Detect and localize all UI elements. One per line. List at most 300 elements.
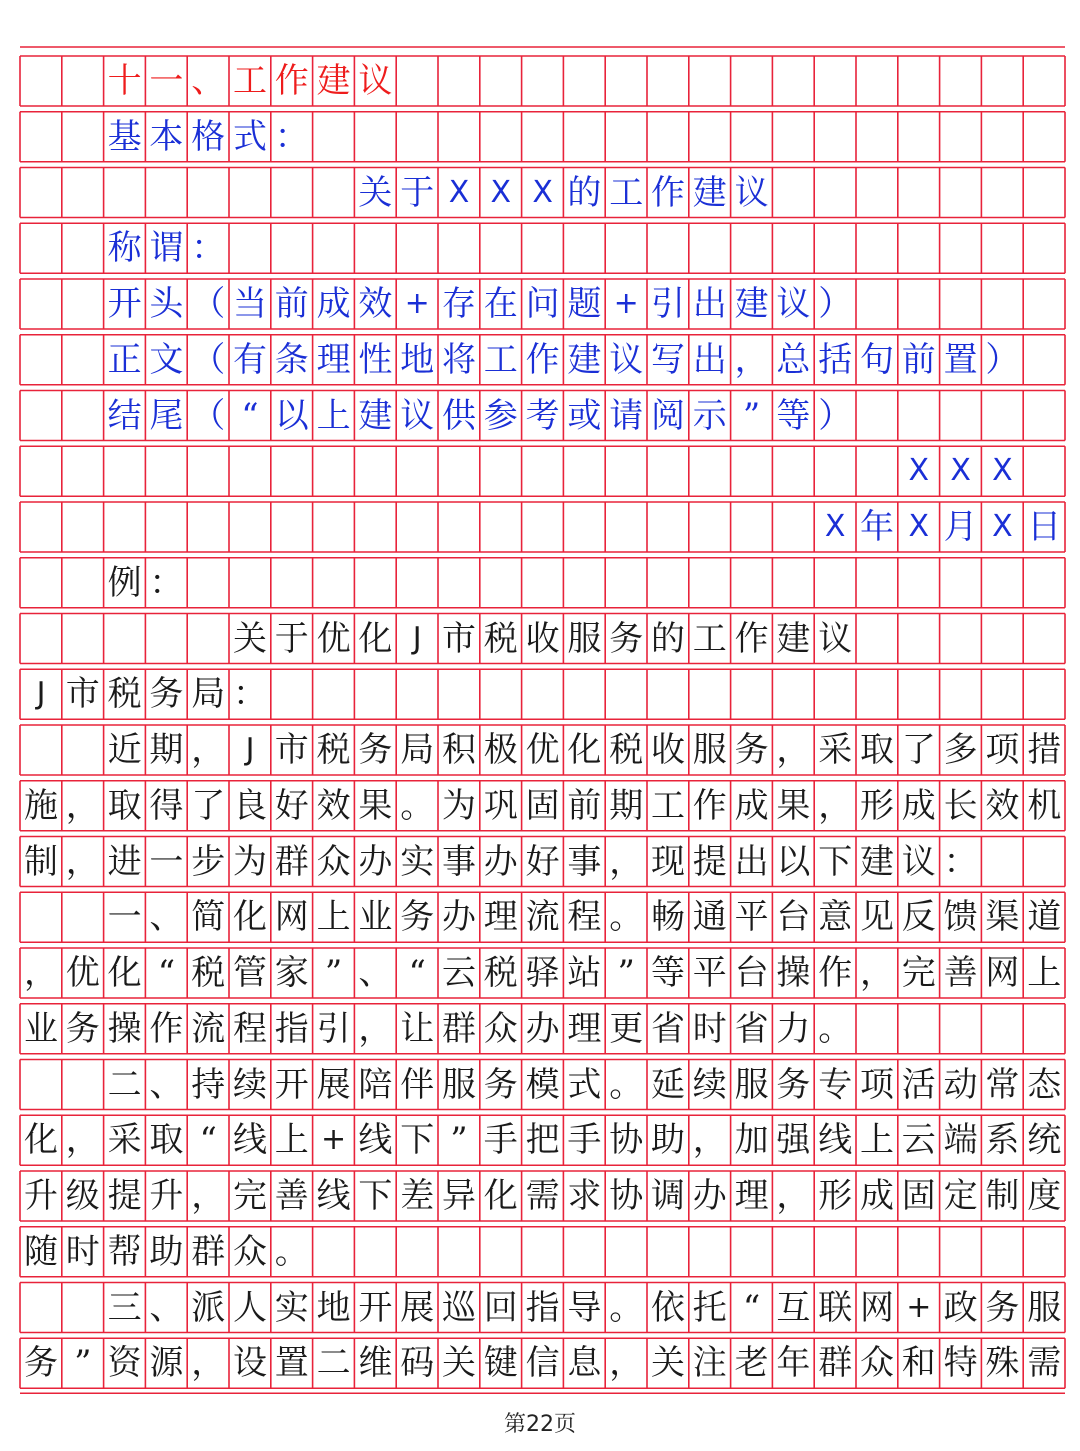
manuscript-character: 了 <box>191 785 226 826</box>
manuscript-character: 存 <box>442 284 476 324</box>
manuscript-character: 置 <box>943 339 978 380</box>
manuscript-character: 操 <box>776 953 811 993</box>
manuscript-character: 、 <box>149 1287 184 1328</box>
manuscript-character: 。 <box>818 1008 853 1049</box>
manuscript-character: 网 <box>860 1287 894 1328</box>
manuscript-character: 动 <box>943 1064 978 1105</box>
manuscript-character: 办 <box>525 1008 560 1049</box>
manuscript-character: 效 <box>316 785 351 826</box>
manuscript-character: 阅 <box>651 395 685 436</box>
manuscript-character: ， <box>191 1343 226 1384</box>
manuscript-character: 渠 <box>985 897 1020 938</box>
manuscript-character: 众 <box>233 1231 267 1272</box>
manuscript-character: ， <box>860 953 894 993</box>
manuscript-character: 下 <box>818 841 853 882</box>
manuscript-character: 进 <box>107 841 142 882</box>
manuscript-character: 以 <box>776 841 811 882</box>
manuscript-character: 取 <box>107 785 142 826</box>
manuscript-character: 市 <box>65 674 100 715</box>
manuscript-character: 作 <box>692 785 727 826</box>
manuscript-character: 日 <box>1027 507 1062 547</box>
manuscript-character: 机 <box>1027 785 1062 826</box>
manuscript-character: 馈 <box>943 897 978 938</box>
manuscript-character: 项 <box>860 1064 894 1105</box>
manuscript-character: 税 <box>483 618 518 659</box>
manuscript-character: 果 <box>776 785 811 826</box>
manuscript-character: 助 <box>149 1231 184 1272</box>
manuscript-character: X <box>992 453 1013 489</box>
manuscript-character: + <box>321 1122 347 1158</box>
manuscript-character: 线 <box>818 1120 853 1161</box>
manuscript-character: 称 <box>107 228 142 269</box>
manuscript-character: 议 <box>734 172 769 213</box>
manuscript-character: 维 <box>358 1343 393 1384</box>
manuscript-character: 供 <box>442 395 476 436</box>
manuscript-character: 省 <box>651 1008 685 1049</box>
page-number: 第22页 <box>504 1412 576 1437</box>
manuscript-character: 优 <box>65 953 100 993</box>
manuscript-character: 理 <box>734 1176 769 1216</box>
manuscript-character: ： <box>233 674 267 715</box>
manuscript-character: （ <box>191 284 226 324</box>
manuscript-character: 理 <box>567 1008 602 1049</box>
manuscript-character: 完 <box>233 1176 267 1216</box>
manuscript-character: 随 <box>24 1231 58 1272</box>
manuscript-character: 议 <box>400 395 435 436</box>
manuscript-character: 源 <box>149 1343 184 1384</box>
manuscript-character: 务 <box>609 618 644 659</box>
manuscript-character: 括 <box>818 339 853 380</box>
manuscript-character: 务 <box>734 730 769 770</box>
manuscript-character: ” <box>450 1120 468 1161</box>
manuscript-character: 措 <box>1027 730 1062 770</box>
manuscript-character: 议 <box>609 339 644 380</box>
manuscript-character: 期 <box>609 785 644 826</box>
manuscript-character: 正 <box>107 339 142 380</box>
manuscript-character: 需 <box>1027 1343 1062 1384</box>
manuscript-character: 关 <box>358 172 393 213</box>
manuscript-character: 善 <box>943 953 978 993</box>
manuscript-character: 地 <box>400 339 435 380</box>
manuscript-character: 成 <box>734 785 769 826</box>
manuscript-character: ： <box>191 228 226 269</box>
manuscript-character: 服 <box>1027 1287 1062 1328</box>
manuscript-character: 务 <box>65 1008 100 1049</box>
manuscript-character: 市 <box>442 618 476 659</box>
manuscript-character: 尾 <box>149 395 184 436</box>
manuscript-character: 引 <box>316 1008 351 1049</box>
manuscript-character: 式 <box>233 116 267 157</box>
manuscript-character: 谓 <box>149 228 184 269</box>
manuscript-character: 众 <box>860 1343 894 1384</box>
manuscript-character: 多 <box>943 730 978 770</box>
manuscript-character: 群 <box>818 1343 853 1384</box>
manuscript-character: 年 <box>776 1343 811 1384</box>
manuscript-character: 意 <box>818 897 853 938</box>
manuscript-character: 信 <box>525 1343 560 1384</box>
manuscript-character: 务 <box>149 674 184 715</box>
manuscript-character: 市 <box>274 730 309 770</box>
manuscript-character: X <box>908 509 930 544</box>
manuscript-character: 活 <box>901 1064 936 1105</box>
manuscript-character: 理 <box>316 339 351 380</box>
manuscript-character: 化 <box>233 897 267 938</box>
manuscript-character: 税 <box>191 953 226 993</box>
manuscript-character: 力 <box>776 1008 811 1049</box>
manuscript-character: ” <box>324 953 343 993</box>
manuscript-character: 或 <box>567 395 602 436</box>
manuscript-character: 采 <box>818 730 853 770</box>
manuscript-character: 步 <box>191 841 226 882</box>
manuscript-character: 帮 <box>107 1231 142 1272</box>
manuscript-character: 税 <box>609 730 644 770</box>
manuscript-character: 云 <box>901 1120 936 1161</box>
manuscript-character: 服 <box>442 1064 476 1105</box>
manuscript-character: 把 <box>525 1120 560 1161</box>
manuscript-character: 指 <box>525 1287 560 1328</box>
manuscript-character: 办 <box>358 841 393 882</box>
manuscript-character: 示 <box>692 395 727 436</box>
manuscript-character: 等 <box>651 953 685 993</box>
manuscript-character: 税 <box>483 953 518 993</box>
manuscript-character: 在 <box>483 284 518 324</box>
manuscript-character: 议 <box>818 618 853 659</box>
manuscript-character: 上 <box>316 897 351 938</box>
manuscript-character: 作 <box>734 618 769 659</box>
manuscript-character: 本 <box>149 116 184 157</box>
manuscript-character: 考 <box>525 395 560 436</box>
manuscript-character: 形 <box>860 785 894 826</box>
manuscript-character: ， <box>776 1176 811 1216</box>
manuscript-character: 务 <box>24 1343 58 1384</box>
manuscript-character: “ <box>199 1120 217 1161</box>
manuscript-character: 和 <box>901 1343 936 1384</box>
manuscript-character: 台 <box>776 897 811 938</box>
manuscript-character: ， <box>65 785 100 826</box>
manuscript-character: 局 <box>191 674 226 715</box>
manuscript-character: 端 <box>943 1120 978 1161</box>
manuscript-character: 台 <box>734 953 769 993</box>
manuscript-character: 时 <box>692 1008 727 1049</box>
manuscript-character: 好 <box>525 841 560 882</box>
manuscript-character: 老 <box>734 1343 769 1384</box>
manuscript-character: 展 <box>400 1287 435 1328</box>
manuscript-character: 众 <box>316 841 351 882</box>
manuscript-character: 助 <box>651 1120 685 1161</box>
manuscript-character: 办 <box>442 897 476 938</box>
manuscript-character: 派 <box>191 1287 226 1328</box>
manuscript-character: 人 <box>233 1287 267 1328</box>
manuscript-character: 完 <box>901 953 936 993</box>
manuscript-character: 基 <box>107 116 142 157</box>
manuscript-character: 。 <box>609 897 644 938</box>
manuscript-character: 网 <box>274 897 309 938</box>
manuscript-character: 务 <box>776 1064 811 1105</box>
manuscript-character: 期 <box>149 730 184 770</box>
manuscript-character: 上 <box>860 1120 894 1161</box>
manuscript-character: 于 <box>274 618 309 659</box>
manuscript-character: 升 <box>149 1176 184 1216</box>
manuscript-character: 流 <box>525 897 560 938</box>
manuscript-character: 好 <box>274 785 309 826</box>
manuscript-character: 化 <box>24 1120 58 1161</box>
manuscript-character: 调 <box>651 1176 685 1216</box>
manuscript-character: 差 <box>400 1176 435 1216</box>
manuscript-character: 服 <box>692 730 727 770</box>
manuscript-character: 。 <box>274 1231 309 1272</box>
manuscript-character: 定 <box>943 1176 978 1216</box>
manuscript-character: 作 <box>651 172 685 213</box>
manuscript-character: 省 <box>734 1008 769 1049</box>
manuscript-character: 专 <box>818 1064 853 1105</box>
manuscript-character: ” <box>74 1343 92 1384</box>
manuscript-character: 互 <box>776 1287 811 1328</box>
manuscript-character: J <box>412 620 422 656</box>
manuscript-character: 线 <box>233 1120 267 1161</box>
manuscript-character: 延 <box>651 1064 685 1105</box>
manuscript-character: 理 <box>483 897 518 938</box>
manuscript-character: 资 <box>107 1343 142 1384</box>
manuscript-character: 务 <box>358 730 393 770</box>
manuscript-character: 政 <box>943 1287 978 1328</box>
manuscript-character: 异 <box>442 1176 476 1216</box>
manuscript-character: 展 <box>316 1064 351 1105</box>
manuscript-character: 开 <box>107 284 142 324</box>
manuscript-character: 手 <box>567 1120 602 1161</box>
manuscript-character: 程 <box>567 897 602 938</box>
manuscript-character: 置 <box>274 1343 309 1384</box>
manuscript-character: 群 <box>191 1231 226 1272</box>
manuscript-character: 写 <box>651 339 685 380</box>
manuscript-character: 为 <box>442 785 476 826</box>
manuscript-character: 月 <box>943 507 978 547</box>
manuscript-character: ， <box>692 1120 727 1161</box>
manuscript-character: 指 <box>274 1008 309 1049</box>
manuscript-character: ” <box>742 395 761 436</box>
manuscript-character: 时 <box>65 1231 100 1272</box>
manuscript-character: 题 <box>567 284 602 324</box>
manuscript-character: “ <box>241 395 259 436</box>
manuscript-character: 工 <box>692 618 727 659</box>
manuscript-character: 长 <box>943 785 978 826</box>
manuscript-character: “ <box>157 953 176 993</box>
manuscript-character: 性 <box>358 339 393 380</box>
manuscript-character: 、 <box>191 61 226 101</box>
manuscript-character: 前 <box>901 339 936 380</box>
manuscript-character: 反 <box>901 897 936 938</box>
manuscript-character: （ <box>191 395 226 436</box>
manuscript-character: 固 <box>901 1176 936 1216</box>
manuscript-character: 出 <box>692 339 727 380</box>
manuscript-character: X <box>532 174 553 210</box>
manuscript-character: 一 <box>107 897 142 938</box>
manuscript-character: 取 <box>149 1120 184 1161</box>
manuscript-character: 托 <box>692 1287 727 1328</box>
manuscript-character: 条 <box>274 339 309 380</box>
manuscript-character: 制 <box>24 841 58 882</box>
manuscript-character: ： <box>274 116 309 157</box>
manuscript-character: “ <box>742 1287 761 1328</box>
manuscript-character: 引 <box>651 284 685 324</box>
manuscript-character: ， <box>358 1008 393 1049</box>
manuscript-character: 税 <box>316 730 351 770</box>
manuscript-character: 收 <box>651 730 685 770</box>
manuscript-character: 、 <box>358 953 393 993</box>
manuscript-character: X <box>950 453 971 489</box>
manuscript-character: 一 <box>149 61 184 101</box>
manuscript-character: 手 <box>483 1120 518 1161</box>
manuscript-character: 成 <box>860 1176 894 1216</box>
manuscript-character: 总 <box>776 339 811 380</box>
manuscript-character: ） <box>818 284 853 324</box>
manuscript-character: 等 <box>776 395 811 436</box>
manuscript-character: 系 <box>985 1120 1020 1161</box>
manuscript-character: 上 <box>316 395 351 436</box>
manuscript-character: 极 <box>483 730 518 770</box>
manuscript-character: 提 <box>107 1176 142 1216</box>
manuscript-character: 开 <box>274 1064 309 1105</box>
manuscript-character: 工 <box>651 785 685 826</box>
manuscript-character: ） <box>818 395 853 436</box>
manuscript-character: 二 <box>107 1064 142 1105</box>
manuscript-character: 程 <box>233 1008 267 1049</box>
manuscript-character: 问 <box>525 284 560 324</box>
manuscript-character: 将 <box>442 339 476 380</box>
manuscript-character: 关 <box>233 618 267 659</box>
manuscript-character: 服 <box>567 618 602 659</box>
manuscript-character: ， <box>191 1176 226 1216</box>
manuscript-character: 关 <box>442 1343 476 1384</box>
manuscript-character: 平 <box>734 897 769 938</box>
manuscript-character: 果 <box>358 785 393 826</box>
manuscript-character: 成 <box>316 284 351 324</box>
manuscript-character: 务 <box>400 897 435 938</box>
manuscript-character: ， <box>609 1343 644 1384</box>
manuscript-character: 操 <box>107 1008 142 1049</box>
manuscript-character: 了 <box>901 730 936 770</box>
manuscript-character: 持 <box>191 1064 226 1105</box>
manuscript-character: 注 <box>692 1343 727 1384</box>
manuscript-character: 升 <box>24 1176 58 1216</box>
manuscript-character: 建 <box>316 61 351 101</box>
manuscript-character: 工 <box>233 61 267 101</box>
manuscript-character: 平 <box>692 953 727 993</box>
manuscript-character: 形 <box>818 1176 853 1216</box>
manuscript-character: ， <box>734 339 769 380</box>
manuscript-character: 流 <box>191 1008 226 1049</box>
manuscript-character: 导 <box>567 1287 602 1328</box>
manuscript-character: 建 <box>567 339 602 380</box>
manuscript-character: 依 <box>651 1287 685 1328</box>
manuscript-character: 议 <box>358 61 393 101</box>
manuscript-character: + <box>613 286 639 321</box>
manuscript-character: 出 <box>734 841 769 882</box>
manuscript-character: 级 <box>65 1176 100 1216</box>
manuscript-character: 建 <box>692 172 727 213</box>
manuscript-character: 结 <box>107 395 142 436</box>
manuscript-character: 家 <box>274 953 309 993</box>
manuscript-character: 务 <box>985 1287 1020 1328</box>
manuscript-character: 取 <box>860 730 894 770</box>
manuscript-character: 键 <box>483 1343 518 1384</box>
manuscript-character: 息 <box>567 1343 602 1384</box>
manuscript-character: 为 <box>233 841 267 882</box>
manuscript-character: 云 <box>442 953 476 993</box>
manuscript-character: 事 <box>442 841 476 882</box>
manuscript-character: （ <box>191 339 226 380</box>
manuscript-character: 设 <box>233 1343 267 1384</box>
manuscript-character: 积 <box>442 730 476 770</box>
manuscript-character: 善 <box>274 1176 309 1216</box>
manuscript-character: 得 <box>149 785 184 826</box>
manuscript-character: 工 <box>609 172 644 213</box>
manuscript-character: 。 <box>609 1064 644 1105</box>
manuscript-character: 二 <box>316 1343 351 1384</box>
manuscript-character: 巩 <box>483 785 518 826</box>
manuscript-character: 以 <box>274 395 309 436</box>
manuscript-character: 求 <box>567 1176 602 1216</box>
manuscript-character: ， <box>191 730 226 770</box>
manuscript-character: 作 <box>818 953 853 993</box>
manuscript-character: 文 <box>149 339 184 380</box>
manuscript-character: 地 <box>316 1287 351 1328</box>
manuscript-character: ： <box>149 562 184 603</box>
manuscript-character: 度 <box>1027 1176 1062 1216</box>
manuscript-character: 化 <box>358 618 393 659</box>
manuscript-character: 下 <box>400 1120 435 1161</box>
manuscript-character: 见 <box>860 897 894 938</box>
manuscript-character: ， <box>776 730 811 770</box>
manuscript-character: 提 <box>692 841 727 882</box>
manuscript-character: ， <box>65 1120 100 1161</box>
manuscript-character: 句 <box>860 339 894 380</box>
manuscript-character: J <box>245 732 255 767</box>
manuscript-character: 开 <box>358 1287 393 1328</box>
manuscript-character: 常 <box>985 1064 1020 1105</box>
manuscript-character: 殊 <box>985 1343 1020 1384</box>
manuscript-character: 优 <box>525 730 560 770</box>
manuscript-character: 年 <box>860 507 894 547</box>
manuscript-character: 特 <box>943 1343 978 1384</box>
manuscript-character: 上 <box>274 1120 309 1161</box>
manuscript-character: 式 <box>567 1064 602 1105</box>
manuscript-character: 网 <box>985 953 1020 993</box>
manuscript-character: 。 <box>609 1287 644 1328</box>
manuscript-character: 固 <box>525 785 560 826</box>
manuscript-character: 办 <box>483 841 518 882</box>
manuscript-character: 关 <box>651 1343 685 1384</box>
manuscript-character: 当 <box>233 284 267 324</box>
manuscript-character: 服 <box>734 1064 769 1105</box>
manuscript-character: 三 <box>107 1287 142 1328</box>
manuscript-character: 化 <box>567 730 602 770</box>
manuscript-character: 统 <box>1027 1120 1062 1161</box>
manuscript-character: 作 <box>149 1008 184 1049</box>
manuscript-character: 加 <box>734 1120 769 1161</box>
manuscript-character: 请 <box>609 395 644 436</box>
manuscript-character: 化 <box>107 953 142 993</box>
manuscript-character: 办 <box>692 1176 727 1216</box>
manuscript-character: 收 <box>525 618 560 659</box>
manuscript-character: 、 <box>149 897 184 938</box>
manuscript-character: 协 <box>609 1120 644 1161</box>
manuscript-character: 回 <box>483 1287 518 1328</box>
manuscript-character: 效 <box>358 284 393 324</box>
manuscript-character: + <box>906 1289 932 1325</box>
manuscript-character: 通 <box>692 897 727 938</box>
manuscript-character: 建 <box>358 395 393 436</box>
manuscript-character: X <box>490 174 512 210</box>
